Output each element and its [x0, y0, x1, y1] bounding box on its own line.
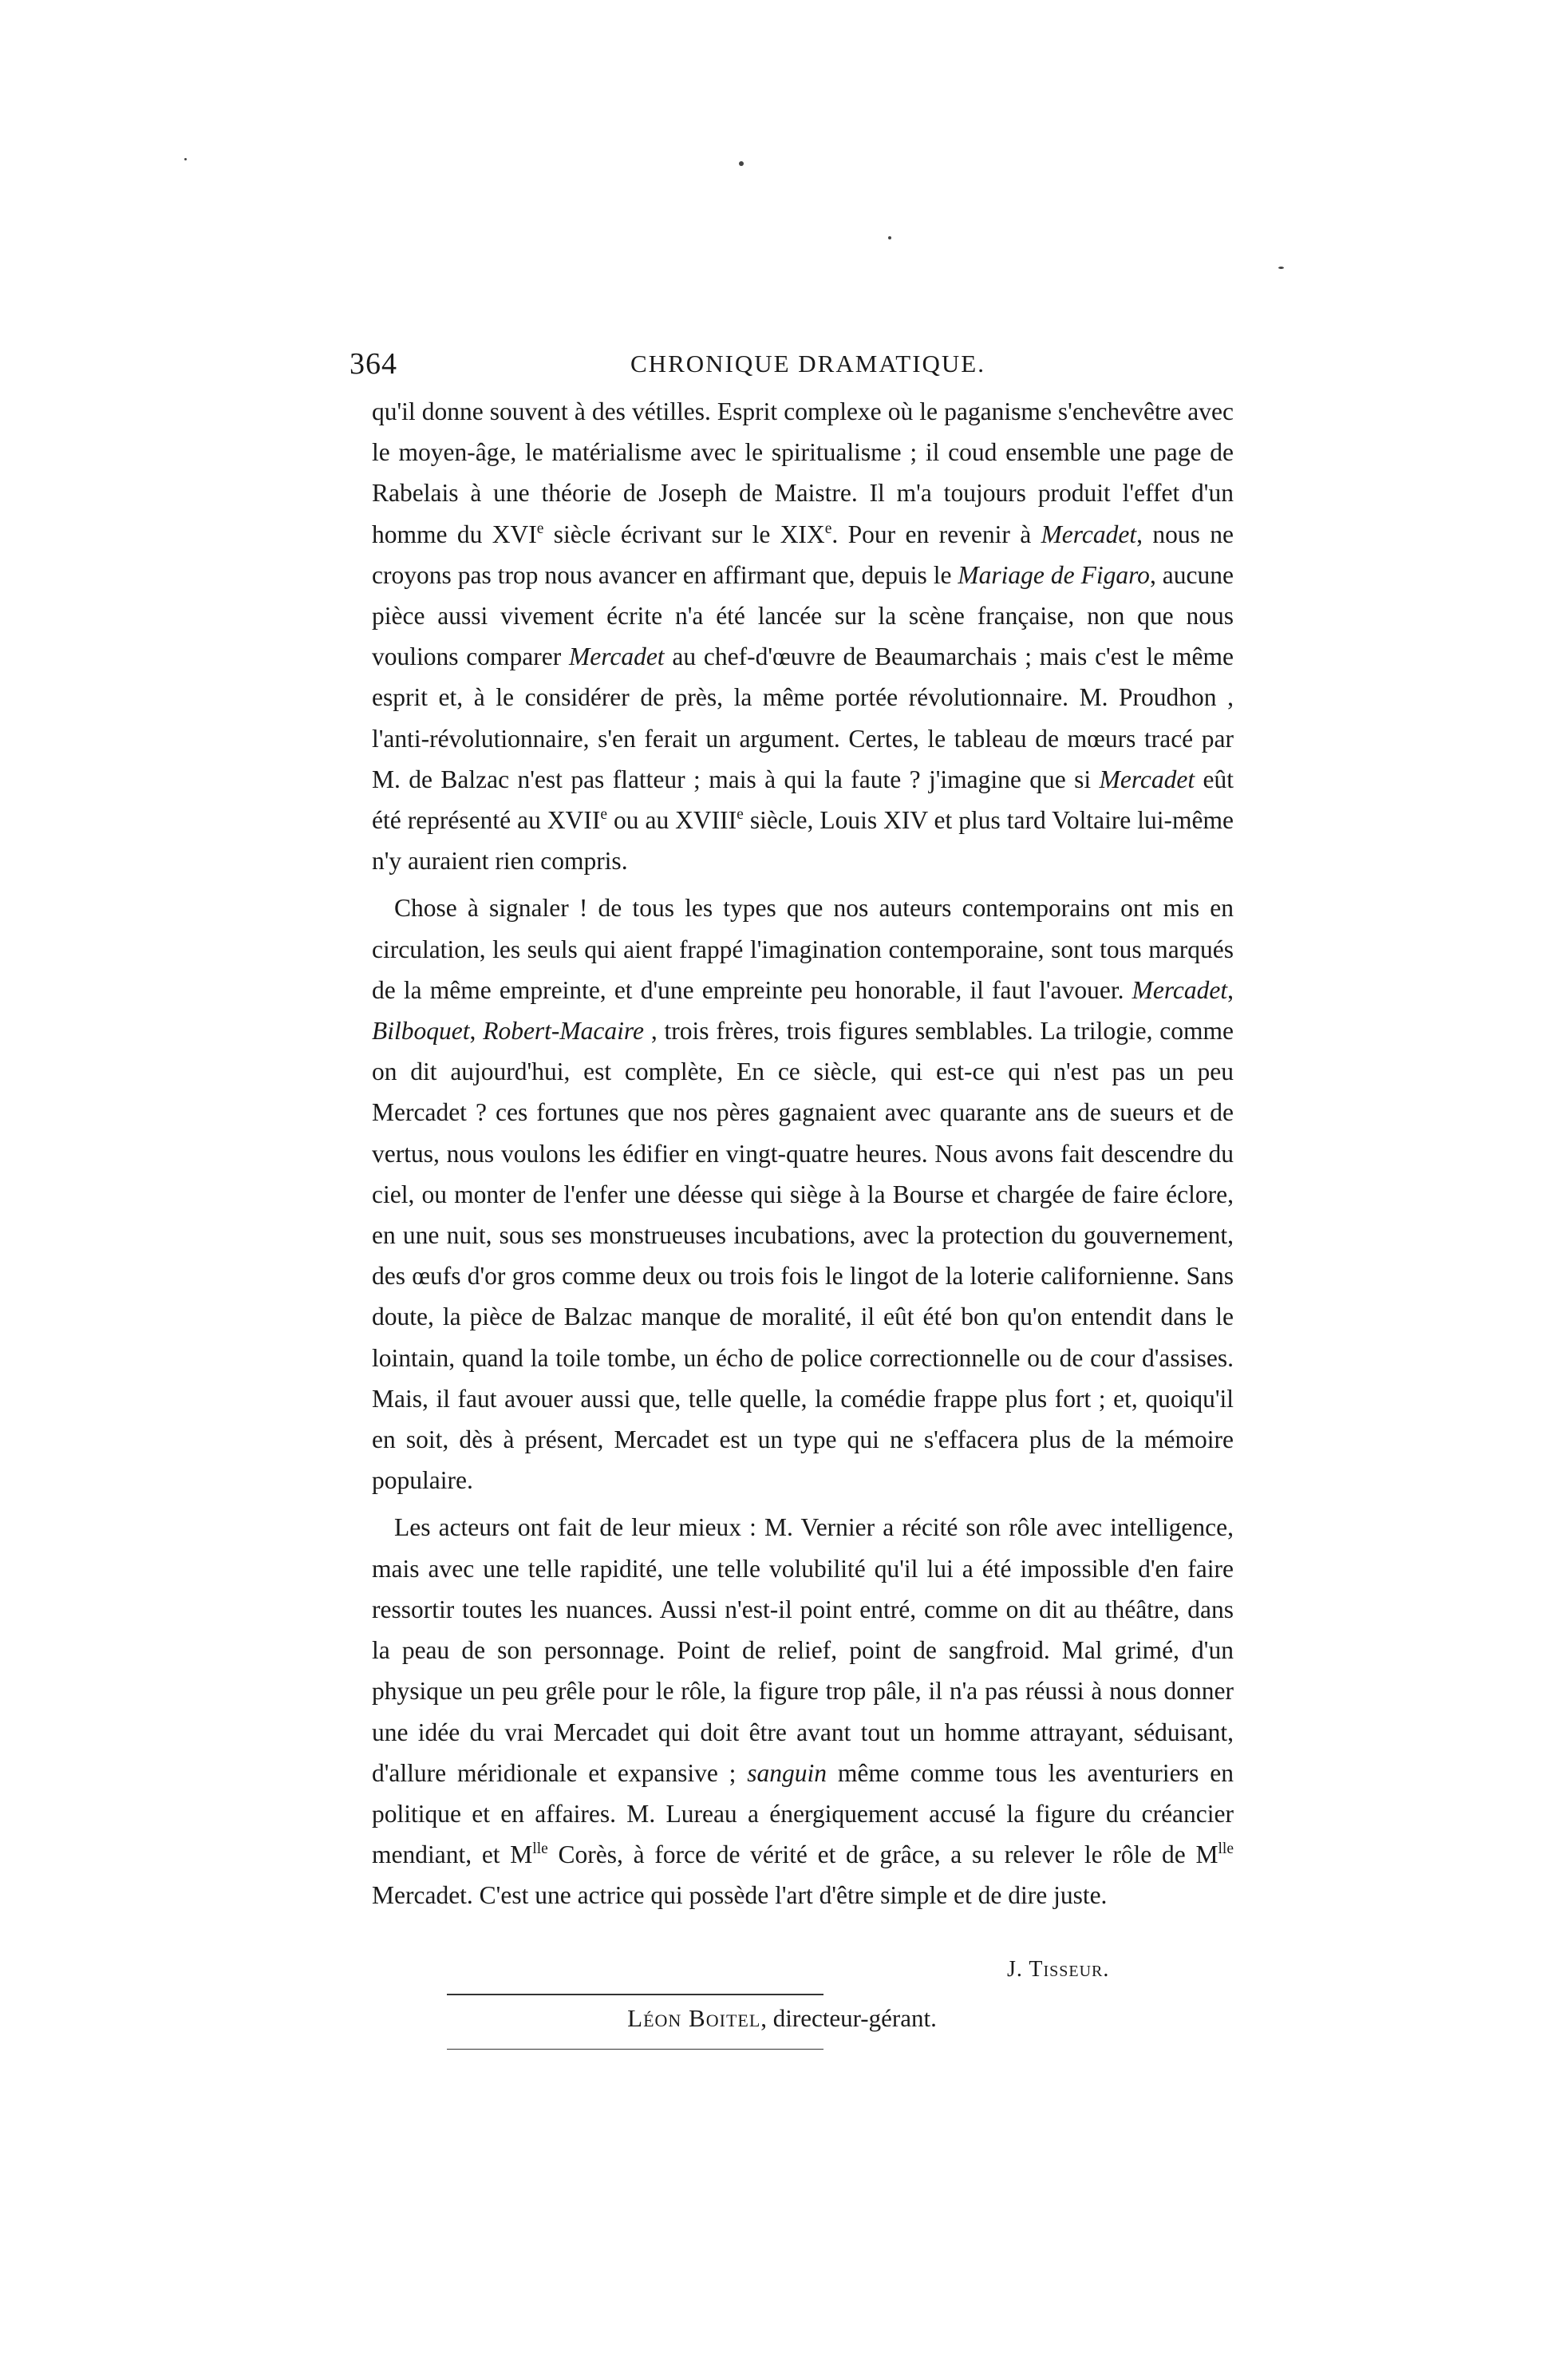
superscript: lle: [1218, 1840, 1234, 1858]
text-run: siècle, Louis XIV et plus tard Voltaire lui-même n'y auraient rien compris.: [372, 806, 1234, 876]
text-run: eût été représenté au XVII: [372, 765, 1234, 835]
imprint-rule-bottom: [447, 2049, 823, 2050]
italic-title: Robert-Macaire: [483, 1017, 644, 1046]
text-run: au chef-d'œuvre de Beaumarchais ; mais c'est le même esprit et, à le considérer de près, la même portée révolutionnaire. M. Proudhon , l'anti-révolutionnaire, s'en ferait un argument. Certes, le tableau de mœurs tracé par M. de Balzac n'est pas flatteur ; mais à qui la faute ? j'imagine que si: [372, 642, 1234, 793]
imprint-role: , directeur-gérant.: [760, 2004, 937, 2032]
text-run: , nous ne croyons pas trop nous avancer en affirmant que, depuis le: [372, 520, 1234, 589]
italic-title: Mercadet: [1132, 975, 1228, 1004]
text-run: ,: [469, 1017, 484, 1046]
text-run: , aucune pièce aussi vivement écrite n'a été lancée sur la scène française, non que nous voulions comparer: [372, 560, 1234, 671]
superscript: e: [737, 805, 744, 823]
text-run: , trois frères, trois figures semblables. La trilogie, comme on dit aujourd'hui, est complète, En ce siècle, qui est-ce qui n'est pas un peu Mercadet ? ces fortunes que nos pères gagnaient avec quarante ans de sueurs et de vertus, nous voulons les édifier en vingt-quatre heures. Nous avons fait descendre du ciel, ou monter de l'enfer une déesse qui siège à la Bourse et chargée de faire éclore, en une nuit, sous ses monstrueuses incubations, avec la protection du gouvernement, des œufs d'or gros comme deux ou trois fois le lingot de la loterie californienne. Sans doute, la pièce de Balzac manque de moralité, il eût été bon qu'on entendit dans le lointain, quand la toile tombe, un écho de police correctionnelle ou de cour d'assises. Mais, il faut avouer aussi que, telle quelle, la comédie frappe plus fort ; et, quoiqu'il en soit, dès à présent, Mercadet est un type qui ne s'effacera plus de la mémoire populaire.: [372, 1017, 1234, 1495]
scan-speck: [1278, 267, 1284, 269]
imprint-rule-top: [447, 1994, 823, 1995]
text-run: même comme tous les aventuriers en politique et en affaires. M. Lureau a énergiquement accusé la figure du créancier mendiant, et M: [372, 1758, 1234, 1869]
page-header: [350, 346, 1259, 391]
imprint-name: Léon Boitel: [627, 2004, 761, 2032]
paragraph: [372, 888, 1234, 1500]
running-title: CHRONIQUE DRAMATIQUE.: [630, 350, 985, 378]
text-run: Les acteurs ont fait de leur mieux : M. Vernier a récité son rôle avec intelligence, mais avec une telle rapidité, une telle volubilité qu'il lui a été impossible d'en faire ressortir toutes les nuances. Aussi n'est-il point entré, comme on dit au théâtre, dans la peau de son personnage. Point de relief, point de sangfroid. Mal grimé, d'un physique un peu grêle pour le rôle, la figure trop pâle, il n'a pas réussi à nous donner une idée du vrai Mercadet qui doit être avant tout un homme attrayant, séduisant, d'allure méridionale et expansive ;: [372, 1513, 1234, 1787]
italic-title: Mercadet: [1099, 765, 1195, 793]
text-run: . Pour en revenir à: [831, 520, 1041, 548]
paragraph: [372, 1507, 1234, 1915]
text-run: Chose à signaler ! de tous les types que nos auteurs contemporains ont mis en circulation, les seuls qui aient frappé l'imagination contemporaine, sont tous marqués de la même empreinte, et d'une empreinte peu honorable, il faut l'avouer.: [372, 894, 1234, 1004]
imprint: [0, 2004, 1564, 2033]
text-run: siècle écrivant sur le XIX: [543, 520, 825, 548]
article-body: [372, 391, 1234, 1923]
italic-title: Mariage de Figaro: [958, 560, 1150, 589]
superscript: e: [536, 520, 544, 537]
superscript: lle: [532, 1840, 548, 1858]
text-run: Corès, à force de vérité et de grâce, a su relever le rôle de M: [547, 1840, 1218, 1869]
superscript: e: [824, 520, 832, 537]
text-run: Mercadet. C'est une actrice qui possède l'art d'être simple et de dire juste.: [372, 1881, 1108, 1910]
author-signature: J. Tisseur.: [1007, 1957, 1110, 1982]
paragraph: [372, 391, 1234, 881]
italic-title: Bilboquet: [372, 1017, 470, 1046]
page-number: 364: [350, 347, 397, 381]
text-run: ,: [1227, 975, 1234, 1004]
text-run: ou au XVIII: [606, 806, 737, 835]
italic-title: Mercadet: [569, 642, 665, 671]
text-run: qu'il donne souvent à des vétilles. Esprit complexe où le paganisme s'enchevêtre avec le moyen-âge, le matérialisme avec le spiritualisme ; il coud ensemble une page de Rabelais à une théorie de Joseph de Maistre. Il m'a toujours produit l'effet d'un homme du XVI: [372, 397, 1234, 548]
superscript: e: [600, 805, 607, 823]
scan-speck: [739, 161, 744, 166]
scan-speck: [184, 158, 187, 160]
italic-title: sanguin: [747, 1758, 827, 1787]
scan-speck: [888, 236, 891, 239]
italic-title: Mercadet: [1041, 520, 1137, 548]
